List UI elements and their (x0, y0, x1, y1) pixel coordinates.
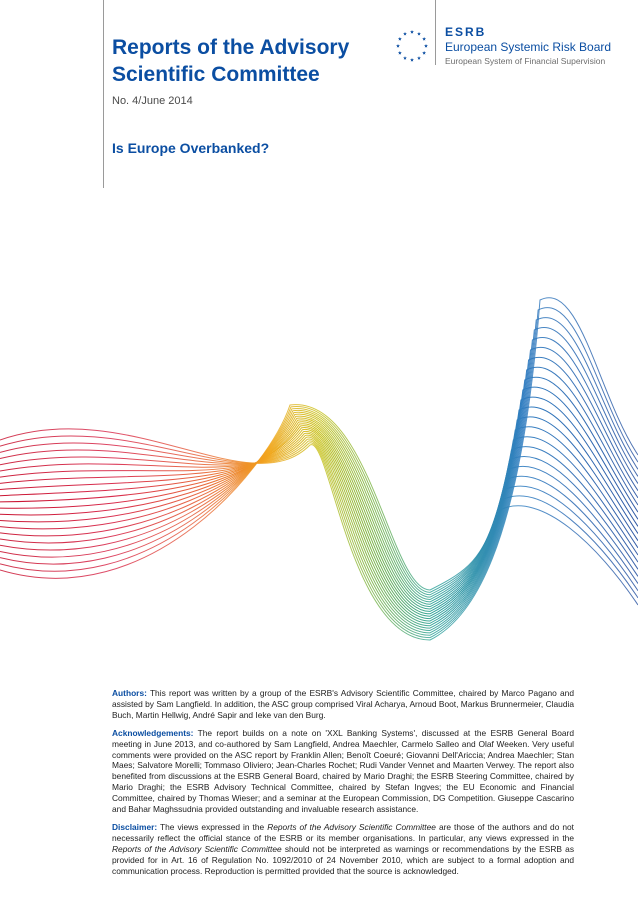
wave-line (0, 377, 638, 621)
wave-line (0, 328, 638, 633)
disclaimer-italic-2: Reports of the Advisory Scientific Committee (112, 843, 282, 854)
authors-text: This report was written by a group of the ESRB's Advisory Scientific Committee, chaired by Marco Pagano and assisted by Sam Langfield. In addition, the ASC group comprised Viral Acharya, Arnoud Boot, Markus Brunnermeier, Claudia Buch, Martin Hellwig, André Sapir and Ieke van den Burg. (112, 688, 574, 720)
wave-line (0, 347, 638, 628)
wave-line (0, 318, 638, 636)
title-line-2: Scientific Committee (112, 63, 320, 86)
wave-line (0, 367, 638, 623)
authors-label: Authors: (112, 688, 147, 698)
acknowledgements-paragraph (112, 728, 574, 815)
disclaimer-label: Disclaimer: (112, 821, 158, 832)
esrb-subtitle: European System of Financial Supervision (445, 56, 606, 66)
report-credits (112, 688, 574, 884)
disclaimer-text-3: should not be interpreted as warnings or recommendations by the ESRB as provided for in Art. 16 of Regulation No. 1092/2010 of 24 November 2010, which are subject to a formal adoption and communication process. Reproduction is permitted provided that the source is acknowledged. (112, 843, 575, 876)
disclaimer-text-1: The views expressed in the (160, 821, 265, 832)
report-subtitle: Is Europe Overbanked? (112, 140, 270, 156)
wave-line (0, 308, 638, 638)
wave-line (0, 298, 638, 640)
disclaimer-paragraph (112, 822, 574, 877)
authors-paragraph (112, 688, 574, 721)
disclaimer-italic-1: Reports of the Advisory Scientific Committee (267, 821, 436, 832)
wave-line (0, 387, 638, 618)
esrb-full-name: European Systemic Risk Board (445, 40, 612, 54)
disclaimer-text-2: are those of the authors and do not necessarily reflect the official stance of the ESRB or its member organisations. In particular, any views expressed in the (112, 821, 575, 843)
esrb-abbreviation: ESRB (445, 25, 487, 39)
acknowledgements-text: The report builds on a note on 'XXL Banking Systems', discussed at the ESRB General Board meeting in June 2013, and co-authored by Sam Langfield, Andrea Maechler, Carmelo Salleo and Olaf Weeken. Very useful comments were provided on the ASC report by Franklin Allen; Benoît Coeuré; Giovanni Dell'Ariccia; Andrea Maechler; Stan Maes; Salvatore Morelli; Tommaso Oliviero; Jean-Charles Rochet; Rudi Vander Vennet and Maarten Verwey. The report also benefited from discussions at the ESRB General Board, chaired by Mario Draghi; the ESRB Steering Committee, chaired by Mario Draghi; the ESRB Advisory Technical Committee, chaired by Stefan Ingves; the EU Economic and Financial Committee, chaired by Thomas Wieser; and a seminar at the European Commission, DG Competition. Giuseppe Cascarino and Bahar Maghssudnia provided outstanding and invaluable research assistance. (112, 727, 574, 815)
acknowledgements-label: Acknowledgements: (112, 727, 194, 738)
issue-number: No. 4/June 2014 (112, 95, 193, 107)
title-line-1: Reports of the Advisory (112, 36, 350, 59)
